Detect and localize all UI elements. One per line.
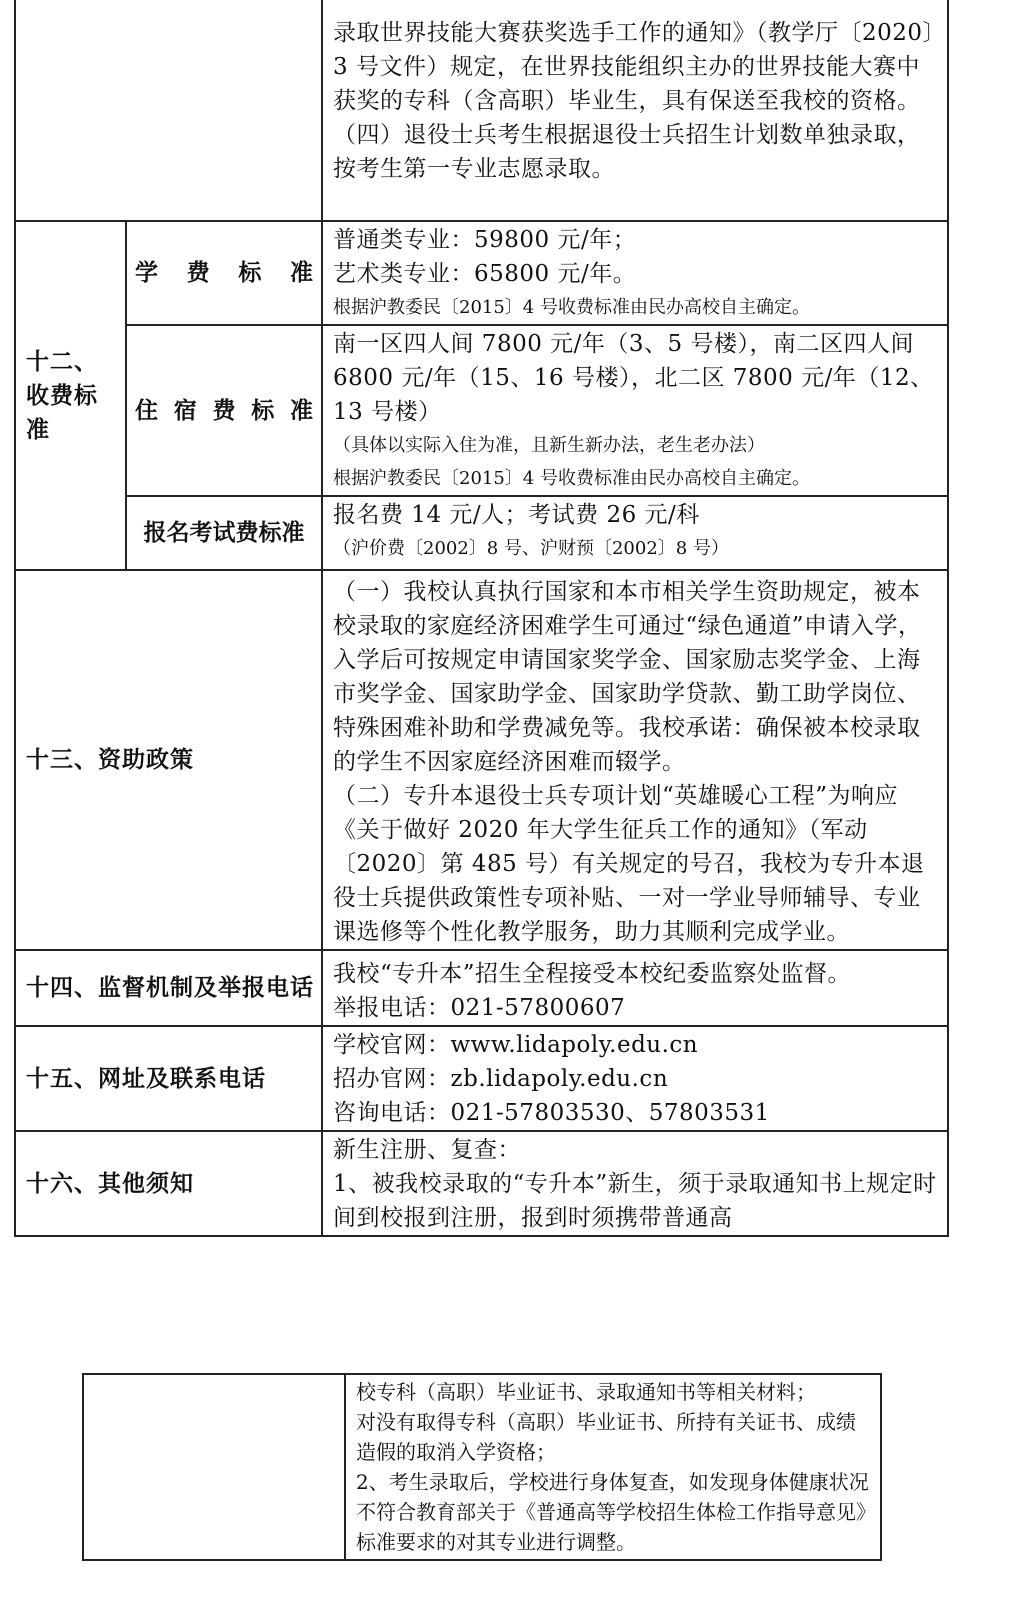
exam-fee-cell — [322, 496, 948, 570]
dorm-fee-basis: 根据沪教委民〔2015〕4 号收费标准由民办高校自主确定。 — [333, 468, 810, 489]
table-row-contact — [15, 1026, 948, 1131]
other-continued-line: 对没有取得专科（高职）毕业证书、所持有关证书、成绩造假的取消入学资格； — [356, 1410, 856, 1464]
tuition-label: 学费标准 — [126, 221, 322, 325]
tuition-note: 根据沪教委民〔2015〕4 号收费标准由民办高校自主确定。 — [333, 297, 810, 318]
tuition-line-art: 艺术类专业：65800 元/年。 — [333, 261, 637, 287]
dorm-cell — [322, 325, 948, 496]
section-15-heading: 十五、网址及联系电话 — [15, 1026, 322, 1131]
table-row-other-continued — [83, 1374, 881, 1560]
supervision-line: 我校“专升本”招生全程接受本校纪委监察处监督。 — [333, 961, 852, 987]
aid-paragraph: （一）我校认真执行国家和本市相关学生资助规定，被本校录取的家庭经济困难学生可通过“绿色通道”申请入学，入学后可按规定申请国家奖学金、国家励志奖学金、上海市奖学金、国家助学金、国家助学贷款、勤工助学岗位、特殊困难补助和学费减免等。我校承诺：确保被本校录取的学生不因家庭经济困难而辍学。 — [333, 579, 922, 775]
aid-cell — [322, 570, 948, 950]
report-phone: 举报电话：021-57800607 — [333, 995, 626, 1021]
exam-fee-label: 报名考试费标准 — [126, 496, 322, 570]
school-website: 学校官网：www.lidapoly.edu.cn — [333, 1032, 699, 1058]
consult-phone: 咨询电话：021-57803530、57803531 — [333, 1100, 770, 1126]
admission-continued-cell — [322, 0, 948, 221]
dorm-text: 南一区四人间 7800 元/年（3、5 号楼），南二区四人间 6800 元/年（15、16 号楼），北二区 7800 元/年（12、13 号楼） — [333, 331, 934, 425]
policy-table-top — [14, 0, 949, 1237]
dorm-label: 住宿费标准 — [126, 325, 322, 496]
table-row-aid — [15, 570, 948, 950]
tuition-line-general: 普通类专业：59800 元/年； — [333, 227, 637, 253]
admission-website: 招办官网：zb.lidapoly.edu.cn — [333, 1066, 669, 1092]
table-row-exam-fee — [15, 496, 948, 570]
tuition-cell — [322, 221, 948, 325]
exam-fee-note: （沪价费〔2002〕8 号、沪财预〔2002〕8 号） — [333, 538, 729, 559]
table-row-admission-continued — [15, 0, 948, 221]
contact-cell — [322, 1026, 948, 1131]
aid-paragraph: （二）专升本退役士兵专项计划“英雄暖心工程”为响应《关于做好 2020 年大学生征兵工作的通知》（军动〔2020〕第 485 号）有关规定的号召，我校为专升本退役士兵提供政策性专项补贴、一对一学业导师辅导、专业课选修等个性化教学服务，助力其顺利完成学业。 — [333, 783, 925, 945]
other-cell — [322, 1131, 948, 1236]
admission-line: 录取世界技能大赛获奖选手工作的通知》（教学厅〔2020〕3 号文件）规定，在世界技能组织主办的世界技能大赛中获奖的专科（含高职）毕业生，具有保送至我校的资格。 — [333, 20, 935, 114]
section-16-heading: 十六、其他须知 — [15, 1131, 322, 1236]
section-13-heading: 十三、资助政策 — [15, 570, 322, 950]
table-row-tuition — [15, 221, 948, 325]
empty-heading-cell — [15, 0, 322, 221]
table-row-supervision — [15, 950, 948, 1026]
supervision-cell — [322, 950, 948, 1026]
other-continued-cell — [345, 1374, 881, 1560]
exam-fee-text: 报名费 14 元/人；考试费 26 元/科 — [333, 502, 700, 528]
other-line: 1、被我校录取的“专升本”新生，须于录取通知书上规定时间到校报到注册，报到时须携带普通高 — [333, 1171, 937, 1231]
other-line: 新生注册、复查： — [333, 1137, 521, 1163]
section-12-heading: 十二、收费标准 — [15, 221, 126, 570]
table-row-dorm — [15, 325, 948, 496]
other-continued-line: 2、考生录取后，学校进行身体复查，如发现身体健康状况不符合教育部关于《普通高等学校招生体检工作指导意见》标准要求的对其专业进行调整。 — [356, 1470, 869, 1554]
other-continued-line: 校专科（高职）毕业证书、录取通知书等相关材料； — [356, 1380, 816, 1404]
table-row-other — [15, 1131, 948, 1236]
policy-table-bottom — [82, 1373, 882, 1561]
admission-line: （四）退役士兵考生根据退役士兵招生计划数单独录取，按考生第一专业志愿录取。 — [333, 122, 921, 182]
dorm-note: （具体以实际入住为准，且新生新办法，老生老办法） — [333, 435, 765, 456]
section-14-heading: 十四、监督机制及举报电话 — [15, 950, 322, 1026]
empty-heading-cell — [83, 1374, 345, 1560]
